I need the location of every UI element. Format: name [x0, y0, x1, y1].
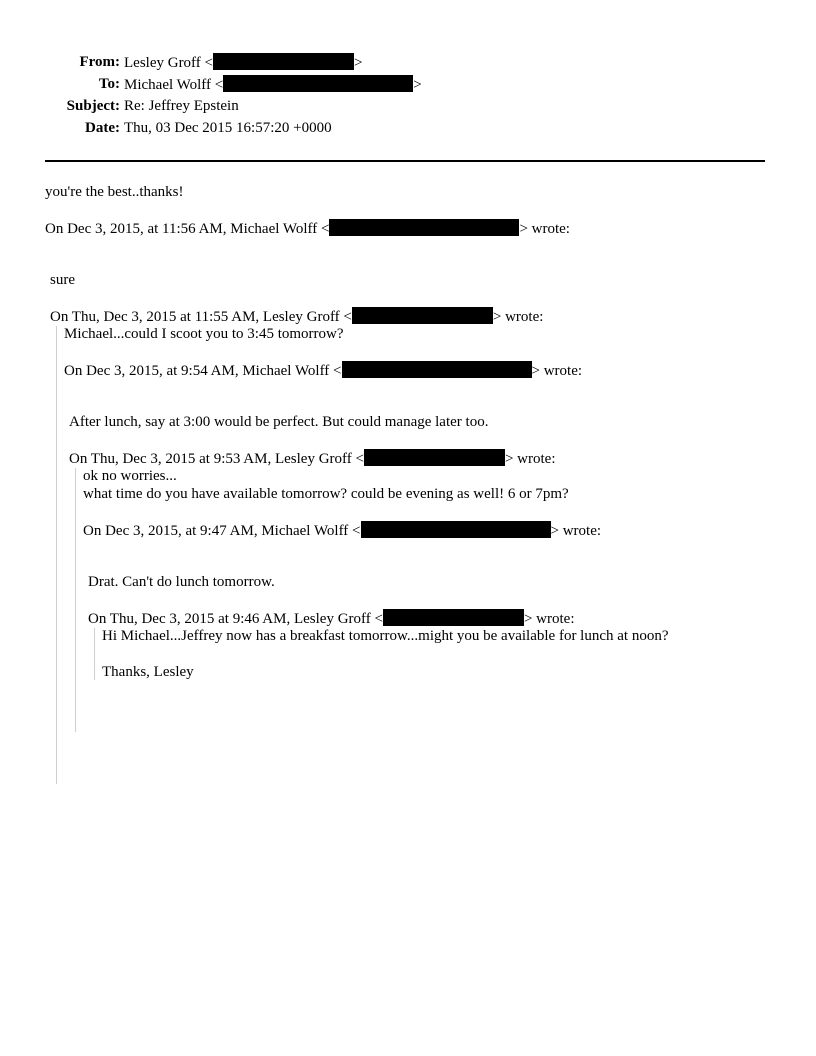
- from-name: Lesley Groff <: [124, 55, 213, 71]
- reply-text: Drat. Can't do lunch tomorrow.: [88, 574, 275, 590]
- subject-value: Re: Jeffrey Epstein: [124, 98, 239, 114]
- quote-attribution: On Thu, Dec 3, 2015 at 11:55 AM, Lesley Groff < > wrote:: [50, 309, 544, 325]
- subject-row: [0, 97, 816, 115]
- quote-bar: [75, 468, 76, 732]
- date-row: [0, 119, 816, 137]
- reply-text: Michael...could I scoot you to 3:45 tomorrow?: [64, 326, 344, 342]
- redaction-bar: [352, 307, 493, 324]
- quote-bar: [94, 628, 95, 680]
- from-close: >: [354, 55, 363, 71]
- quote-attribution: On Dec 3, 2015, at 9:47 AM, Michael Wolff < > wrote:: [83, 523, 602, 539]
- reply-text: you're the best..thanks!: [45, 184, 184, 200]
- redaction-bar: [361, 521, 551, 538]
- subject-label: Subject:: [66, 98, 120, 114]
- redaction-bar: [223, 75, 413, 92]
- reply-text: sure: [50, 272, 75, 288]
- redaction-bar: [342, 361, 532, 378]
- reply-text: After lunch, say at 3:00 would be perfect. But could manage later too.: [69, 414, 489, 430]
- redaction-bar: [383, 609, 524, 626]
- to-close: >: [413, 77, 422, 93]
- quote-attribution: On Dec 3, 2015, at 9:54 AM, Michael Wolff < > wrote:: [64, 363, 583, 379]
- quote-bar: [56, 326, 57, 784]
- reply-text: Thanks, Lesley: [102, 664, 194, 680]
- quote-attribution: On Thu, Dec 3, 2015 at 9:46 AM, Lesley Groff < > wrote:: [88, 611, 575, 627]
- from-row: [0, 53, 816, 71]
- date-label: Date:: [85, 120, 120, 136]
- redaction-bar: [364, 449, 505, 466]
- from-value: [124, 53, 362, 72]
- reply-text: ok no worries...: [83, 468, 177, 484]
- to-value: [124, 75, 422, 94]
- to-row: [0, 75, 816, 93]
- reply-text: what time do you have available tomorrow? could be evening as well! 6 or 7pm?: [83, 486, 569, 502]
- redaction-bar: [329, 219, 519, 236]
- quote-attribution: On Dec 3, 2015, at 11:56 AM, Michael Wolff < > wrote:: [45, 221, 570, 237]
- from-label: From:: [79, 54, 120, 70]
- reply-text: Hi Michael...Jeffrey now has a breakfast tomorrow...might you be available for lunch at noon?: [102, 628, 669, 644]
- quote-attribution: On Thu, Dec 3, 2015 at 9:53 AM, Lesley Groff < > wrote:: [69, 451, 556, 467]
- date-value: Thu, 03 Dec 2015 16:57:20 +0000: [124, 120, 332, 136]
- redaction-bar: [213, 53, 354, 70]
- to-name: Michael Wolff <: [124, 77, 224, 93]
- header-divider: [45, 160, 765, 162]
- to-label: To:: [98, 76, 120, 92]
